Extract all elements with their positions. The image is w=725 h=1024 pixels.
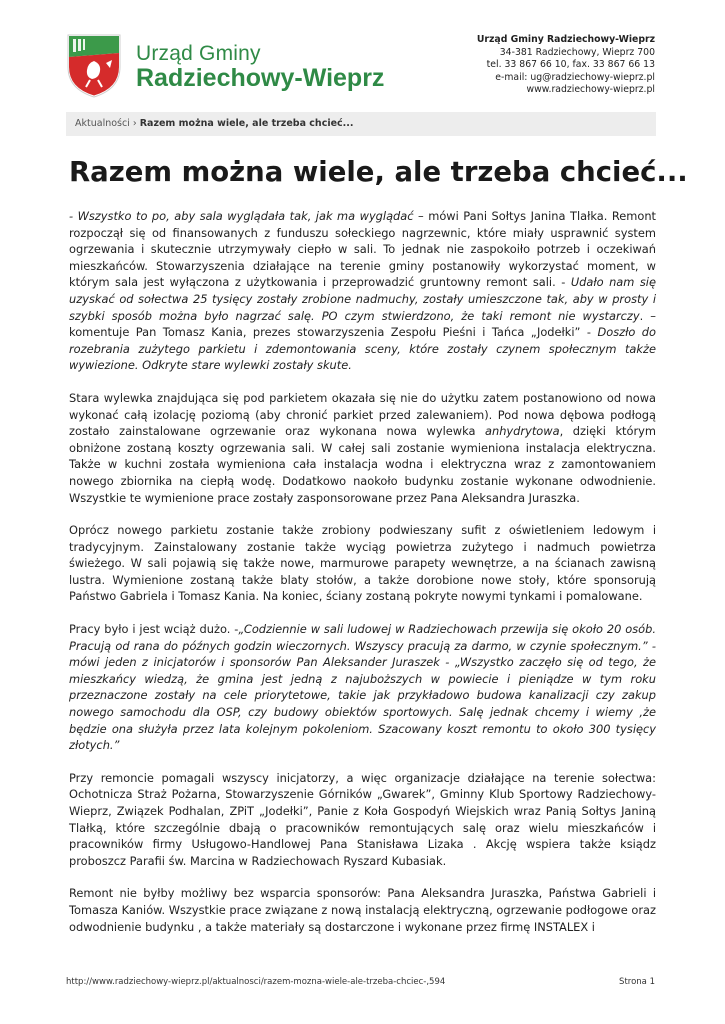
paragraph-text: Stara wylewka znajdująca się pod parkietem okazała się nie do użytku zatem postanowiono od nowa wykonać całą izolację poziomą (aby chronić parkiet przed zalewaniem). Pod nowa dębowa podłogą zostało zainstalowane ogrzewanie oraz wykonana nowa wylewka bbox=[69, 390, 656, 439]
article-paragraph-6: Remont nie byłby możliwy bez wsparcia sponsorów: Pana Aleksandra Juraszka, Państwa Gabrieli i Tomasza Kaniów. Wszystkie prace związane z nową instalacją elektryczną, ogrzewanie podłogowe oraz odwodnienie budynku , a także materiały są dostarczone i wykonane przez firmę INSTALEX i bbox=[69, 886, 656, 934]
contact-website[interactable]: www.radziechowy-wieprz.pl bbox=[526, 84, 655, 96]
paragraph-text: , dzięki którym obniżone zostaną koszty ogrzewania sali. W całej sali zostanie wymieniona instalacja elektryczna. Także w kuchni została wymieniona cała instalacja wodna i elektryczna wraz z zamontowaniem nowego zbiornika na ciepłą wodę. Dodatkowo naokoło budynku zostanie wykonane odwodnienie. Wszystkie te wymienione prace zostały zasponsorowane przez Pana Aleksandra Juraszka. bbox=[69, 424, 656, 505]
italic-term: anhydrytowa bbox=[485, 424, 560, 439]
quote-text: - Wszystko to po, aby sala wyglądała tak, jak ma wyglądać bbox=[69, 209, 414, 223]
contact-block bbox=[477, 34, 655, 97]
paragraph-text: – mówi Pani Sołtys Janina Tlałka. Remont rozpoczął się od finansowanych z funduszu sołeckiego nagrzewnic, które miały usprawnić system ogrzewania i skutecznie utrzymywały ciepło w sali. To jednak nie zaspokoiło potrzeb i oczekiwań mieszkańców. Stowarzyszenia działające na terenie gminy postanowiły wykorzystać moment, w którym sala jest wyłączona z użytkowania i przeprowadzić gruntowny remont sali. - bbox=[69, 209, 657, 290]
breadcrumb bbox=[66, 112, 656, 136]
paragraph-text: . – komentuje Pan Tomasz Kania, prezes stowarzyszenia Zespołu Pieśni i Tańca „Jodełki” - bbox=[69, 308, 656, 340]
breadcrumb-parent-link[interactable]: Aktualności bbox=[75, 118, 130, 129]
quote-text: „Codziennie w sali ludowej w Radziechowach przewija się około 20 osób. Pracują od rana do późnych godzin wieczornych. Wszyscy pracują za darmo, w czynie społecznym.” - mówi jeden z inicjatorów i sponsorów Pan Aleksander Juraszek - „Wszystko zaczęło się od tego, że mieszkańcy wiedzą, że gmina jest jedną z najuboższych w powiecie i pieniądze w tym roku przeznaczone zostały na cele priorytetowe, takie jak przykładowo budowa kanalizacji czy zakup nowego samochodu dla OSP, czy budowy obiektów sportowych. Salę jednak chcemy i wiemy ,że będzie ona służyła przez lata kolejnym pokoleniom. Szacowany koszt remontu to około 300 tysięcy złotych.” bbox=[69, 622, 657, 753]
page-title: Razem można wiele, ale trzeba chcieć... bbox=[69, 156, 688, 188]
contact-address: 34-381 Radziechowy, Wieprz 700 bbox=[499, 46, 655, 58]
article-paragraph-4 bbox=[69, 621, 656, 754]
quote-text: Udało nam się uzyskać od sołectwa 25 tysięcy zostały zrobione nadmuchy, zostały umieszczone tak, aby w prosty i szybki sposób można było nagrzać salę. PO czym stwierdzono, że taki remont nie wystarczy bbox=[69, 275, 656, 323]
contact-email[interactable]: e-mail: ug@radziechowy-wieprz.pl bbox=[495, 71, 655, 83]
footer-url: http://www.radziechowy-wieprz.pl/aktualnosci/razem-mozna-wiele-ale-trzeba-chciec-,594 bbox=[66, 977, 446, 987]
article-paragraph-2 bbox=[69, 390, 656, 506]
breadcrumb-current: Razem można wiele, ale trzeba chcieć... bbox=[139, 118, 354, 129]
coat-of-arms-logo bbox=[66, 33, 122, 99]
quote-text: Doszło do rozebrania zużytego parkietu i zdemontowania sceny, które zostały czynem społecznym także wywiezione. Odkryte stare wylewki zostały skute. bbox=[69, 325, 657, 373]
contact-phone: tel. 33 867 66 10, fax. 33 867 66 13 bbox=[486, 59, 655, 71]
article-paragraph-5: Przy remoncie pomagali wszyscy inicjatorzy, a więc organizacje działające na terenie sołectwa: Ochotnicza Straż Pożarna, Stowarzyszenie Górników „Gwarek”, Gminny Klub Sportowy Radziechowy-Wieprz, Związek Podhalan, ZPiT „Jodełki”, Panie z Koła Gospodyń Wiejskich wraz Panią Sołtys Janiną Tlałką, które szczególnie dbają o pracowników remontujących salę oraz wielu mieszkańców i pracowników firmy Usługowo-Handlowej Pana Stanisława Lizaka . Akcję wspiera także ksiądz proboszcz Parafii św. Marcina w Radziechowach Ryszard Kubasiak. bbox=[69, 770, 656, 868]
brand-name-line1: Urząd Gminy bbox=[136, 42, 261, 65]
article-body bbox=[69, 208, 656, 935]
breadcrumb-separator: › bbox=[132, 118, 137, 129]
brand-name-line2: Radziechowy-Wieprz bbox=[136, 64, 385, 92]
footer-page-number: Strona 1 bbox=[619, 977, 655, 987]
paragraph-text: Pracy było i jest wciąż dużo. - bbox=[69, 622, 239, 637]
contact-org: Urząd Gminy Radziechowy-Wieprz bbox=[476, 34, 655, 45]
article-paragraph-1 bbox=[69, 208, 656, 374]
article-paragraph-3: Oprócz nowego parkietu zostanie także zrobiony podwieszany sufit z oświetleniem ledowym i tradycyjnym. Zainstalowany zostanie także wyciąg powietrza zużytego i nadmuch powietrza świeżego. W sali pojawią się także nowe, marmurowe parapety wewnętrze, a na ścianach zawisną lustra. Wymienione zostaną także blaty stołów, a także dorobione nowe stoły, które sponsorują Państwo Gabriela i Tomasz Kania. Na koniec, ściany zostaną pokryte nowymi tynkami i pomalowane. bbox=[69, 523, 656, 604]
